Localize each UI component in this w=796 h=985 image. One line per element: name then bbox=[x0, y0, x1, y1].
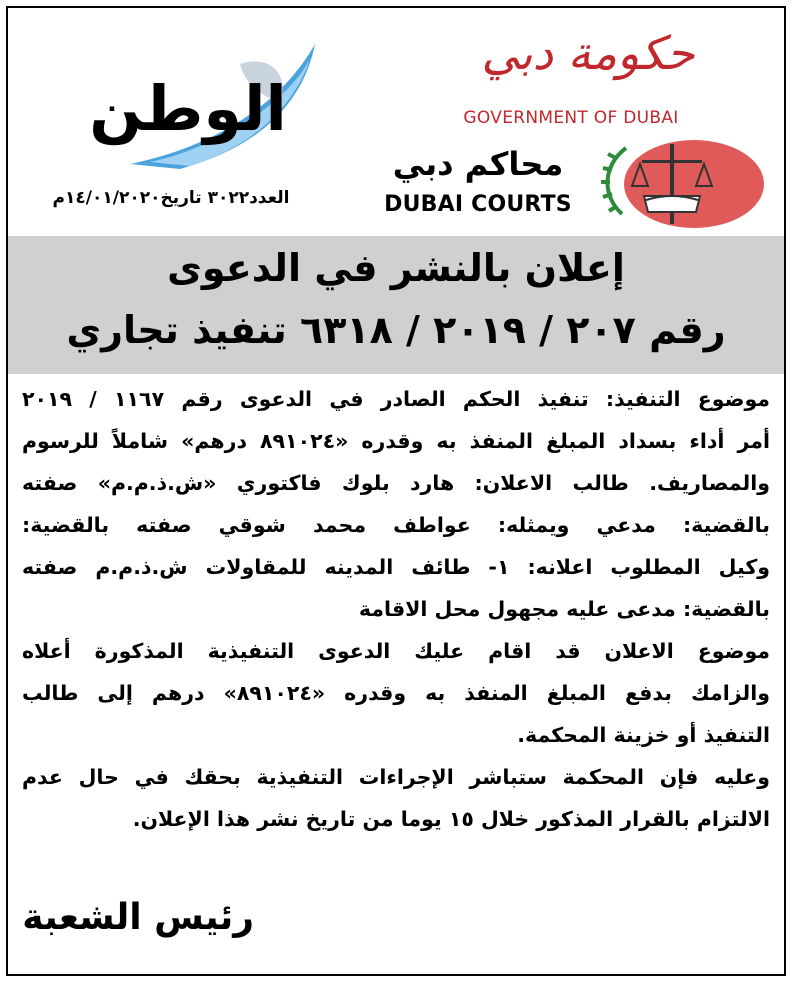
body-line: وكيل المطلوب اعلانه: ١- طائف المدينه للمقاولات ش.ذ.م.م صفته bbox=[22, 555, 770, 579]
body-line: الالتزام بالقرار المذكور خلال ١٥ يوما من تاريخ نشر هذا الإعلان. bbox=[132, 807, 770, 831]
government-name-english: GOVERNMENT OF DUBAI bbox=[463, 108, 679, 128]
government-name-arabic-logo: حكومة دبي bbox=[481, 26, 695, 80]
body-line: أمر أداء بسداد المبلغ المنفذ به وقدره «٨٩١٠٢٤ درهم» شاملاً للرسوم bbox=[22, 429, 770, 453]
body-line: موضوع الاعلان قد اقام عليك الدعوى التنفيذية المذكورة أعلاه bbox=[22, 639, 770, 663]
courts-name-english: DUBAI COURTS bbox=[384, 192, 572, 217]
title-band bbox=[8, 236, 784, 374]
newspaper-name: الوطن bbox=[89, 72, 287, 145]
notice-title: إعلان بالنشر في الدعوى bbox=[167, 246, 625, 290]
body-line: والمصاريف. طالب الاعلان: هارد بلوك فاكتوري «ش.ذ.م.م» صفته bbox=[22, 471, 770, 495]
body-line: بالقضية: مدعي ويمثله: عواطف محمد شوقي صفته بالقضية: bbox=[22, 513, 770, 537]
signature-title: رئيس الشعبة bbox=[22, 897, 254, 938]
dubai-courts-emblem-icon bbox=[582, 136, 766, 232]
body-line: موضوع التنفيذ: تنفيذ الحكم الصادر في الدعوى رقم ١١٦٧ / ٢٠١٩ bbox=[22, 387, 770, 411]
notice-body bbox=[8, 378, 784, 840]
issue-number-date: العدد٣٠٢٢ تاريخ١٤/٠١/٢٠٢٠م bbox=[52, 188, 290, 208]
advertisement-frame bbox=[6, 6, 786, 976]
case-number: رقم ٢٠٧ / ٢٠١٩ / ٦٣١٨ تنفيذ تجاري bbox=[66, 308, 726, 352]
body-line: التنفيذ أو خزينة المحكمة. bbox=[517, 723, 770, 747]
body-line: بالقضية: مدعى عليه مجهول محل الاقامة bbox=[358, 597, 770, 621]
courts-name-arabic: محاكم دبي bbox=[392, 145, 564, 183]
header bbox=[8, 8, 784, 236]
body-line: والزامك بدفع المبلغ المنفذ به وقدره «٨٩١٠٢٤» درهم إلى طالب bbox=[22, 681, 770, 705]
body-line: وعليه فإن المحكمة ستباشر الإجراءات التنفيذية بحقك في حال عدم bbox=[22, 765, 770, 789]
